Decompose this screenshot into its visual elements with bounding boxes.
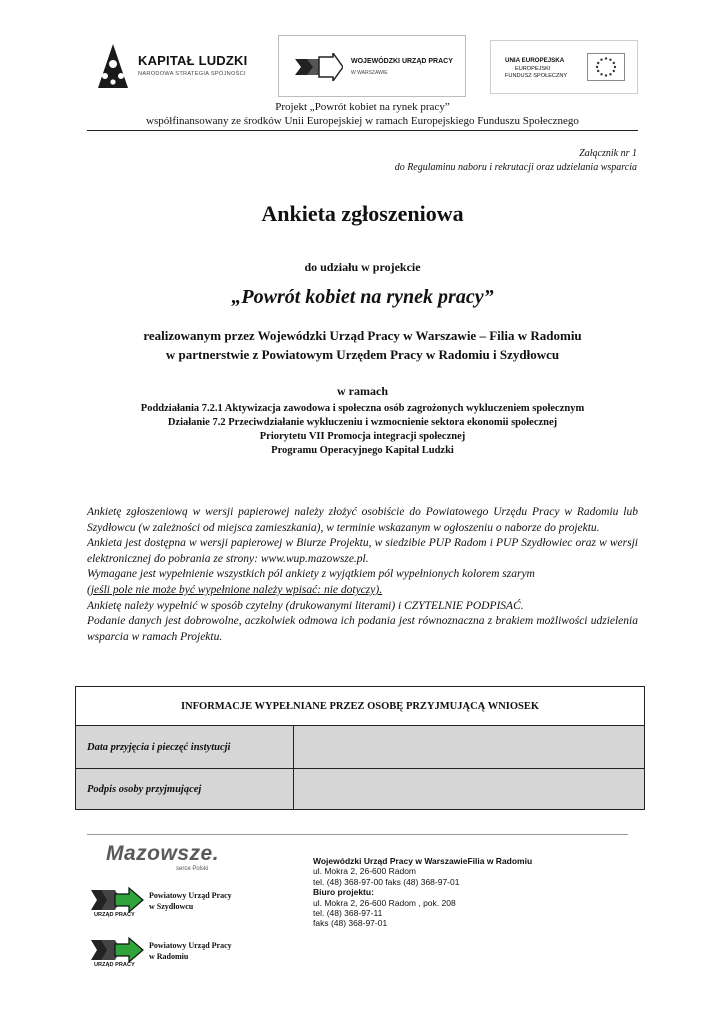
pup-radom-logo [87, 934, 237, 974]
wup-logo [278, 35, 466, 97]
pup-tag: URZĄD PRACY [94, 962, 135, 968]
footer-divider [87, 834, 628, 835]
pup-tag: URZĄD PRACY [94, 912, 135, 918]
pup-name-line1: Powiatowy Urząd Pracy [149, 941, 232, 950]
date-stamp-field[interactable] [294, 726, 644, 768]
table-row [76, 769, 644, 809]
pup-arrow-icon [87, 934, 147, 974]
header-divider [87, 130, 638, 131]
pup-name-line1: Powiatowy Urząd Pracy [149, 891, 232, 900]
mazowsze-logo: Mazowsze. [106, 842, 220, 865]
pup-arrow-icon [87, 884, 147, 924]
row-label-date-stamp: Data przyjęcia i pieczęć instytucji [76, 726, 294, 768]
contact-org: Wojewódzki Urząd Pracy w WarszawieFilia w Radomiu [313, 856, 533, 866]
table-row [76, 726, 644, 769]
instruction-paragraph: Ankieta jest dostępna w wersji papierowej w Biurze Projektu, w siedzibie PUP Radom i PUP Szydłowiec oraz w wersji elektronicznej do pobrania ze strony: www.wup.mazowsze.pl. [87, 537, 638, 565]
pup-name-line2: w Szydłowcu [149, 902, 194, 911]
realized-by-line2: w partnerstwie z Powiatowym Urzędem Pracy w Radomiu i Szydłowcu [165, 347, 560, 362]
pup-szydlowiec-name [149, 890, 232, 912]
contact-block [313, 856, 532, 929]
pup-radom-name [149, 940, 232, 962]
eu-line1: UNIA EUROPEJSKA [505, 57, 565, 64]
contact-phones: tel. (48) 368-97-00 faks (48) 368-97-01 [313, 876, 460, 887]
instruction-paragraph: Ankietę zgłoszeniową w wersji papierowej należy złożyć osobiście do Powiatowego Urzędu Pracy w Radomiu lub Szydłowcu (w zależności od miejsca zamieszkania), w terminie wskazanym w ogłoszeniu o naborze do projektu. [87, 506, 638, 534]
pup-name-line2: w Radomiu [149, 952, 189, 961]
eu-logo [490, 40, 638, 94]
project-header-line1: Projekt „Powrót kobiet na rynek pracy” [275, 101, 450, 113]
instruction-paragraph: Podanie danych jest dobrowolne, aczkolwiek odmowa ich podania jest równoznaczna z brakiem możliwości udzielenia wsparcia w ramach Projektu. [87, 615, 638, 643]
pup-szydlowiec-logo [87, 884, 237, 924]
kapital-ludzki-subtitle: NARODOWA STRATEGIA SPÓJNOŚCI [138, 71, 246, 77]
wup-subtitle: W WARSZAWIE [351, 70, 388, 76]
contact-office-address: ul. Mokra 2, 26-600 Radom , pok. 208 [313, 897, 456, 908]
instruction-paragraph: Ankietę należy wypełnić w sposób czytelny (drukowanymi literami) i CZYTELNIE PODPISAĆ. [87, 599, 524, 612]
project-header-line2: współfinansowany ze środków Unii Europejskiej w ramach Europejskiego Funduszu Społecznego [146, 115, 579, 127]
framework-line: Programu Operacyjnego Kapitał Ludzki [271, 445, 454, 456]
eu-line2: EUROPEJSKI [515, 66, 551, 72]
eu-line3: FUNDUSZ SPOŁECZNY [505, 73, 568, 79]
kapital-ludzki-title: KAPITAŁ LUDZKI [138, 53, 248, 68]
eu-flag-icon [587, 53, 625, 81]
office-use-table [75, 686, 645, 810]
instruction-paragraph: Wymagane jest wypełnienie wszystkich pól ankiety z wyjątkiem pól wypełnionych kolorem szarym [87, 568, 535, 581]
mazowsze-tagline: serce Polski [176, 866, 209, 872]
contact-office-tel: tel. (48) 368-97-11 [313, 908, 383, 919]
wup-arrow-icon [293, 53, 343, 81]
instruction-note-underlined: (jeśli pole nie może być wypełnione należy wpisać: nie dotyczy). [87, 583, 383, 596]
signature-field[interactable] [294, 769, 644, 809]
document-subtitle: do udziału w projekcie [304, 260, 421, 274]
project-name: „Powrót kobiet na rynek pracy” [231, 286, 494, 308]
table-header: INFORMACJE WYPEŁNIANE PRZEZ OSOBĘ PRZYJMUJĄCĄ WNIOSEK [76, 687, 644, 726]
kapital-ludzki-icon [94, 42, 132, 90]
contact-office-label: Biuro projektu: [313, 887, 374, 898]
framework-line: Priorytetu VII Promocja integracji społecznej [259, 431, 466, 442]
row-label-signature: Podpis osoby przyjmującej [76, 769, 294, 809]
framework-line: Działanie 7.2 Przeciwdziałanie wykluczeniu i wzmocnienie sektora ekonomii społecznej [167, 417, 558, 428]
instructions [87, 505, 638, 645]
document-title: Ankieta zgłoszeniowa [261, 201, 464, 226]
wup-title: WOJEWÓDZKI URZĄD PRACY [351, 58, 453, 65]
contact-address: ul. Mokra 2, 26-600 Radom [313, 866, 416, 877]
framework-intro: w ramach [337, 384, 388, 398]
appendix-number: Załącznik nr 1 [579, 148, 637, 159]
appendix-description: do Regulaminu naboru i rekrutacji oraz udzielania wsparcia [394, 162, 637, 173]
framework-line: Poddziałania 7.2.1 Aktywizacja zawodowa i społeczna osób zagrożonych wykluczeniem społecznym [140, 403, 585, 414]
realized-by-line1: realizowanym przez Wojewódzki Urząd Pracy w Warszawie – Filia w Radomiu [143, 328, 582, 343]
contact-office-fax: faks (48) 368-97-01 [313, 918, 388, 929]
kapital-ludzki-logo [92, 40, 262, 92]
